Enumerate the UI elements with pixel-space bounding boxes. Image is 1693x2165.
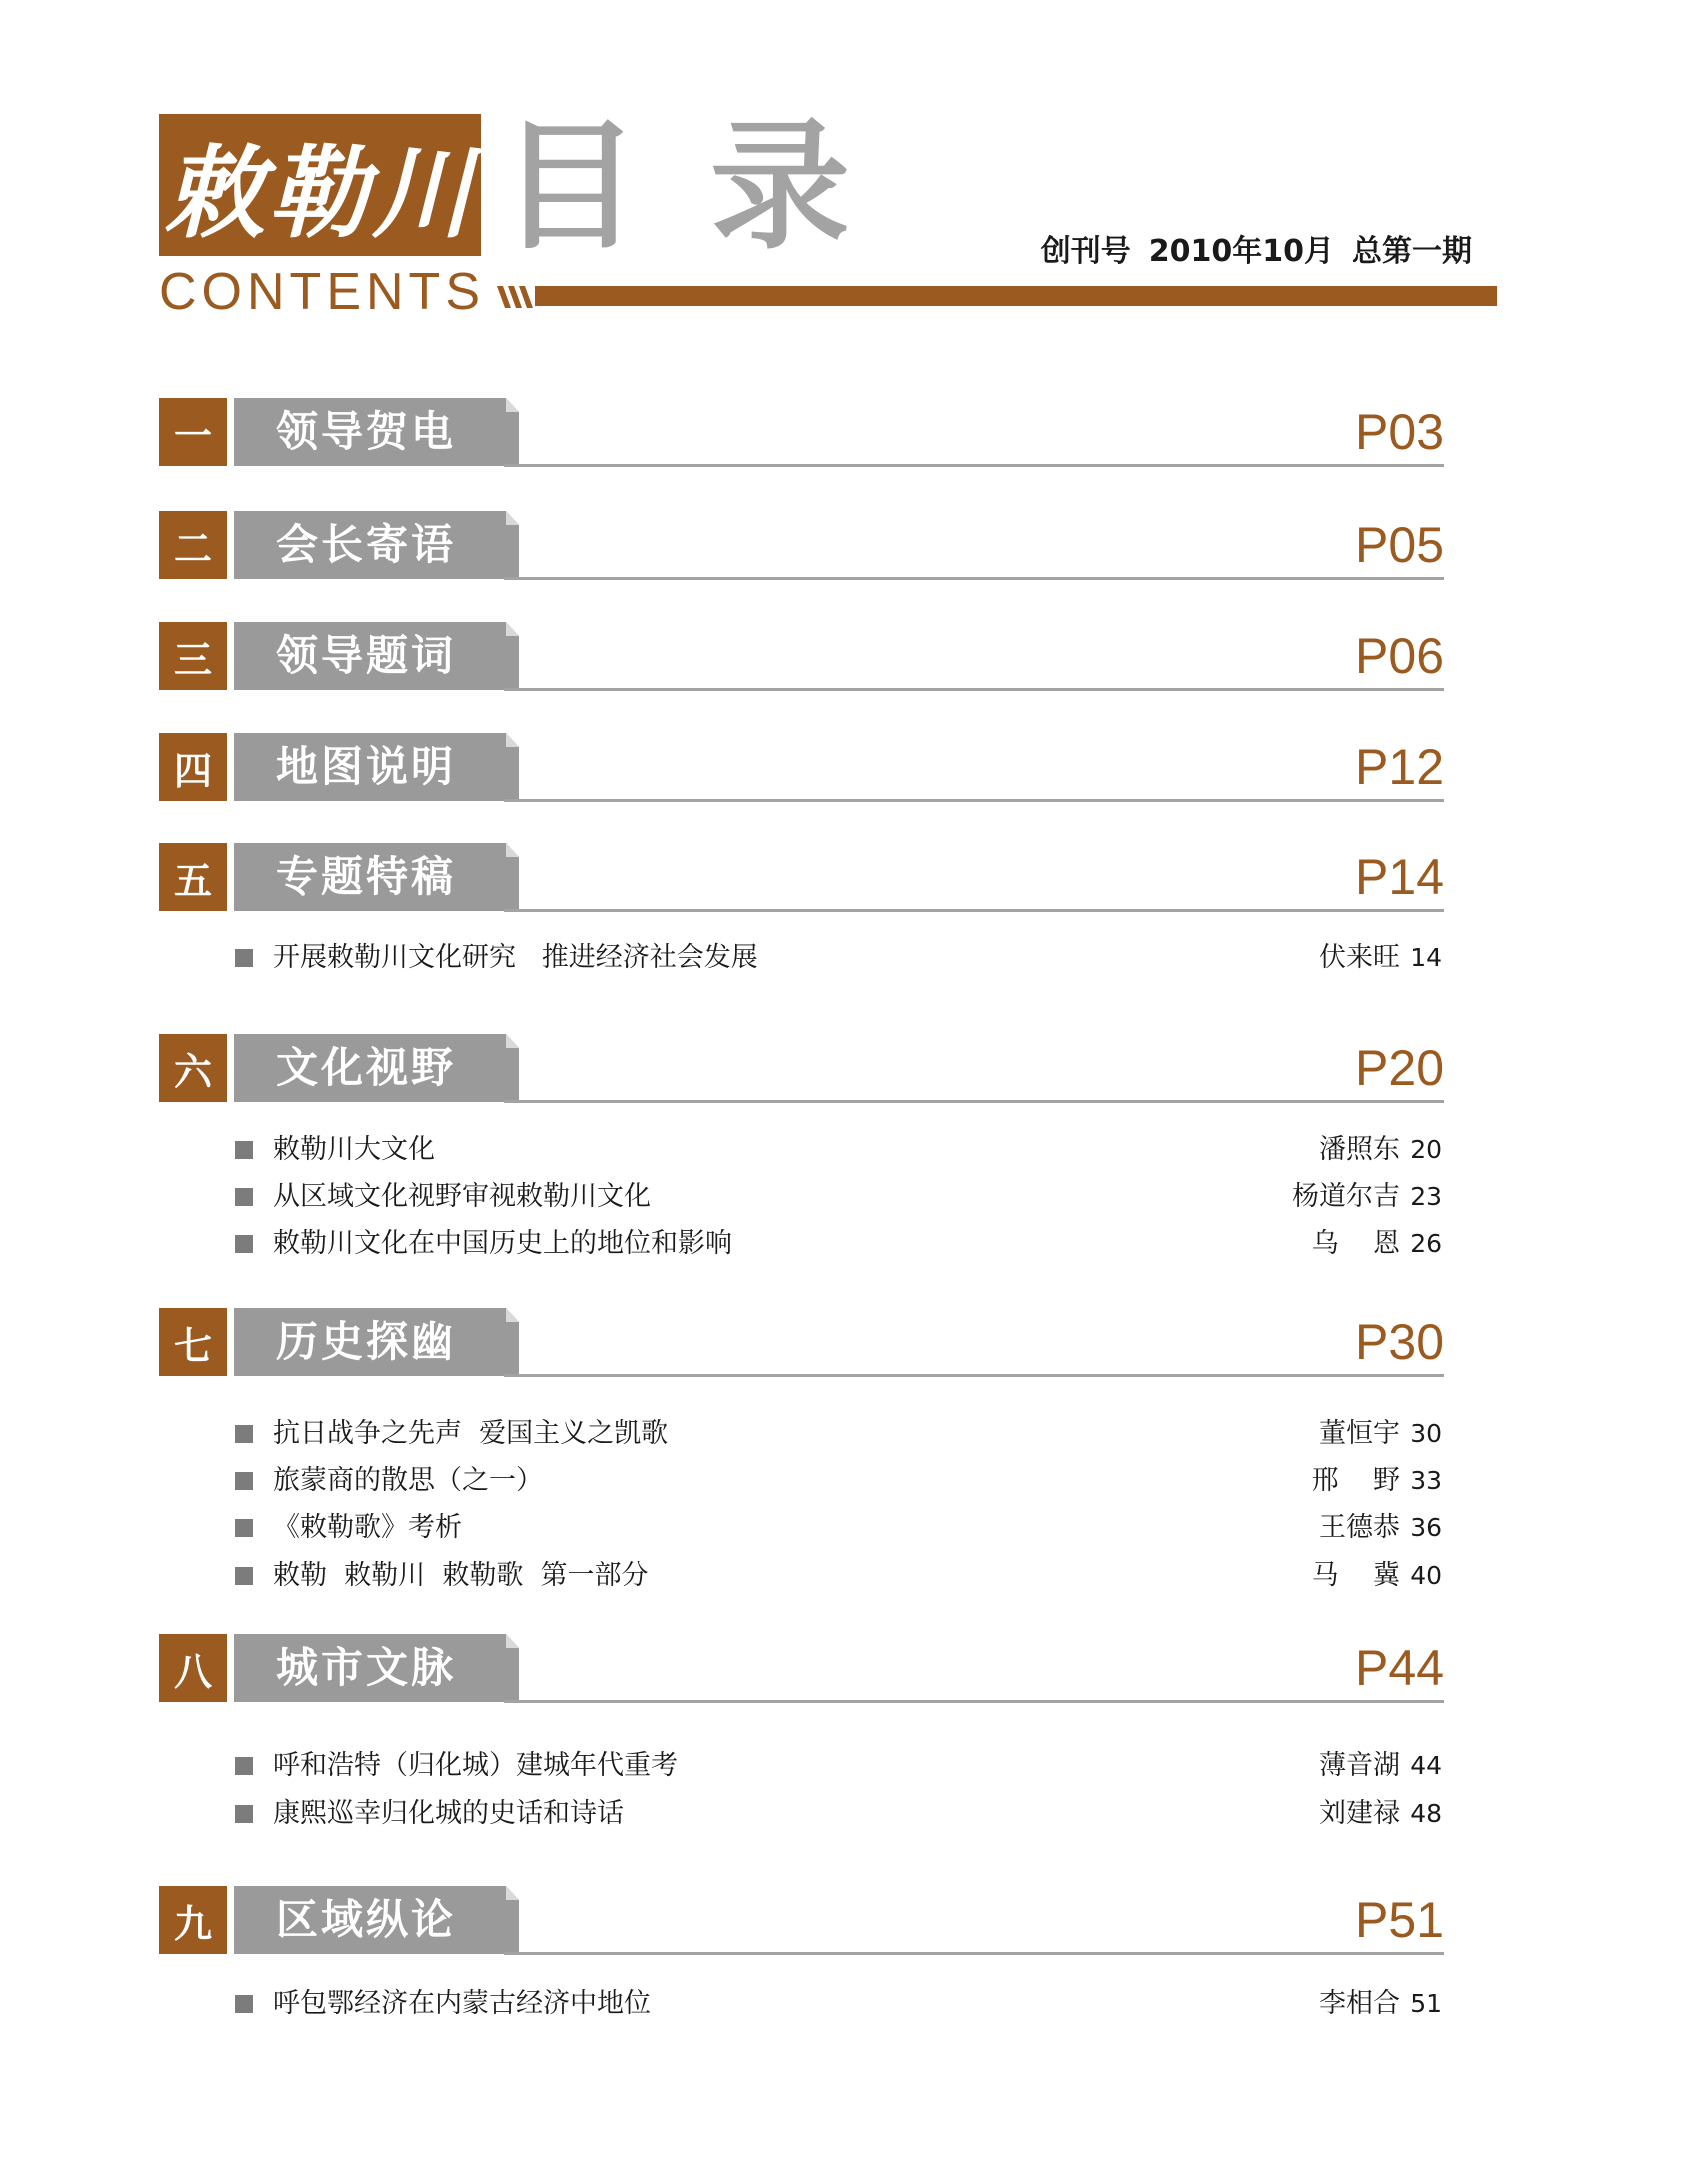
section-title: 领导贺电 [276, 407, 457, 456]
page-title: 目录 [500, 106, 921, 269]
section-title: 城市文脉 [276, 1643, 457, 1692]
bullet-square-icon [235, 949, 253, 967]
slash-decoration-icon [497, 286, 535, 308]
article-page: 40 [1410, 1561, 1442, 1590]
article-page: 48 [1410, 1799, 1442, 1828]
toc-section[interactable] [159, 843, 1444, 913]
article-page: 23 [1410, 1182, 1442, 1211]
toc-section[interactable] [159, 733, 1444, 803]
section-number: 七 [159, 1308, 227, 1376]
section-title: 领导题词 [276, 631, 457, 680]
article-entry[interactable] [235, 938, 1442, 978]
section-page: P44 [1355, 1640, 1444, 1696]
bullet-square-icon [235, 1995, 253, 2013]
section-number: 六 [159, 1034, 227, 1102]
article-author: 伏来旺 [1319, 942, 1400, 973]
tab-fold-corner [506, 1034, 519, 1048]
article-entry[interactable] [235, 1746, 1442, 1786]
bullet-square-icon [235, 1472, 253, 1490]
toc-section[interactable] [159, 511, 1444, 581]
bullet-square-icon [235, 1519, 253, 1537]
section-rule [504, 688, 1444, 691]
article-page: 20 [1410, 1135, 1442, 1164]
article-entry[interactable] [235, 1461, 1442, 1501]
section-rule [504, 1374, 1444, 1377]
article-author: 董恒宇 [1319, 1418, 1400, 1449]
section-title: 地图说明 [276, 742, 457, 791]
issue-date: 2010年10月 [1148, 234, 1334, 269]
section-number: 一 [159, 398, 227, 466]
section-title: 专题特稿 [276, 852, 457, 901]
tab-fold-corner [506, 843, 519, 857]
article-author: 马 冀 [1311, 1560, 1400, 1591]
tab-fold-corner [506, 1634, 519, 1648]
bullet-square-icon [235, 1425, 253, 1443]
section-page: P03 [1355, 404, 1444, 460]
tab-fold-corner [506, 511, 519, 525]
tab-fold-corner [506, 398, 519, 412]
article-author: 潘照东 [1319, 1134, 1400, 1165]
article-page: 33 [1410, 1466, 1442, 1495]
section-rule [504, 1100, 1444, 1103]
section-page: P20 [1355, 1040, 1444, 1096]
article-author: 刘建禄 [1319, 1798, 1400, 1829]
toc-section[interactable] [159, 1634, 1444, 1704]
section-title: 区域纵论 [276, 1895, 457, 1944]
issue-info [1041, 232, 1472, 272]
section-page: P30 [1355, 1314, 1444, 1370]
article-page: 30 [1410, 1419, 1442, 1448]
section-rule [504, 909, 1444, 912]
issue-label: 创刊号 [1040, 234, 1131, 269]
bullet-square-icon [235, 1141, 253, 1159]
article-entry[interactable] [235, 1414, 1442, 1454]
article-page: 44 [1410, 1751, 1442, 1780]
section-page: P05 [1355, 517, 1444, 573]
tab-fold-corner [506, 1886, 519, 1900]
article-entry[interactable] [235, 1508, 1442, 1548]
article-entry[interactable] [235, 1556, 1442, 1596]
section-page: P06 [1355, 628, 1444, 684]
section-number: 九 [159, 1886, 227, 1954]
section-number: 五 [159, 843, 227, 911]
bullet-square-icon [235, 1235, 253, 1253]
tab-fold-corner [506, 622, 519, 636]
section-title: 历史探幽 [276, 1317, 457, 1366]
section-rule [504, 1952, 1444, 1955]
section-number: 二 [159, 511, 227, 579]
section-title: 文化视野 [276, 1043, 457, 1092]
section-title: 会长寄语 [276, 520, 457, 569]
article-author: 薄音湖 [1319, 1750, 1400, 1781]
section-rule [504, 799, 1444, 802]
section-rule [504, 577, 1444, 580]
article-title: 《敕勒歌》考析 [273, 1512, 462, 1543]
section-page: P51 [1355, 1892, 1444, 1948]
toc-section[interactable] [159, 1034, 1444, 1104]
article-page: 51 [1410, 1989, 1442, 2018]
article-author: 乌 恩 [1311, 1228, 1400, 1259]
article-title: 康熙巡幸归化城的史话和诗话 [273, 1798, 624, 1829]
article-title: 开展敕勒川文化研究 推进经济社会发展 [273, 942, 758, 973]
tab-fold-corner [506, 733, 519, 747]
article-author: 邢 野 [1311, 1465, 1400, 1496]
article-page: 36 [1410, 1513, 1442, 1542]
header-rule [535, 286, 1497, 306]
article-title: 敕勒川大文化 [273, 1134, 435, 1165]
bullet-square-icon [235, 1805, 253, 1823]
section-number: 八 [159, 1634, 227, 1702]
magazine-logo [159, 114, 481, 256]
contents-subtitle: CONTENTS [159, 263, 485, 321]
section-number: 三 [159, 622, 227, 690]
article-page: 26 [1410, 1229, 1442, 1258]
bullet-square-icon [235, 1757, 253, 1775]
section-rule [504, 464, 1444, 467]
logo-text: 敕勒川 [164, 134, 476, 252]
article-title: 敕勒川文化在中国历史上的地位和影响 [273, 1228, 732, 1259]
article-author: 李相合 [1319, 1988, 1400, 2019]
toc-section[interactable] [159, 1886, 1444, 1956]
toc-section[interactable] [159, 622, 1444, 692]
article-entry[interactable] [235, 1177, 1442, 1217]
article-page: 14 [1410, 943, 1442, 972]
article-entry[interactable] [235, 1130, 1442, 1170]
article-entry[interactable] [235, 1224, 1442, 1264]
bullet-square-icon [235, 1567, 253, 1585]
article-entry[interactable] [235, 1794, 1442, 1834]
article-entry[interactable] [235, 1984, 1442, 2024]
toc-section[interactable] [159, 398, 1444, 468]
bullet-square-icon [235, 1188, 253, 1206]
tab-fold-corner [506, 1308, 519, 1322]
article-title: 呼和浩特（归化城）建城年代重考 [273, 1750, 678, 1781]
article-author: 王德恭 [1319, 1512, 1400, 1543]
article-title: 呼包鄂经济在内蒙古经济中地位 [273, 1988, 651, 2019]
article-author: 杨道尔吉 [1292, 1181, 1400, 1212]
article-title: 抗日战争之先声 爱国主义之凯歌 [273, 1418, 669, 1449]
section-page: P14 [1355, 849, 1444, 905]
article-title: 旅蒙商的散思（之一） [273, 1465, 543, 1496]
section-number: 四 [159, 733, 227, 801]
article-title: 敕勒 敕勒川 敕勒歌 第一部分 [273, 1560, 649, 1591]
article-title: 从区域文化视野审视敕勒川文化 [273, 1181, 651, 1212]
section-page: P12 [1355, 739, 1444, 795]
toc-section[interactable] [159, 1308, 1444, 1378]
issue-number: 总第一期 [1352, 234, 1472, 269]
section-rule [504, 1700, 1444, 1703]
